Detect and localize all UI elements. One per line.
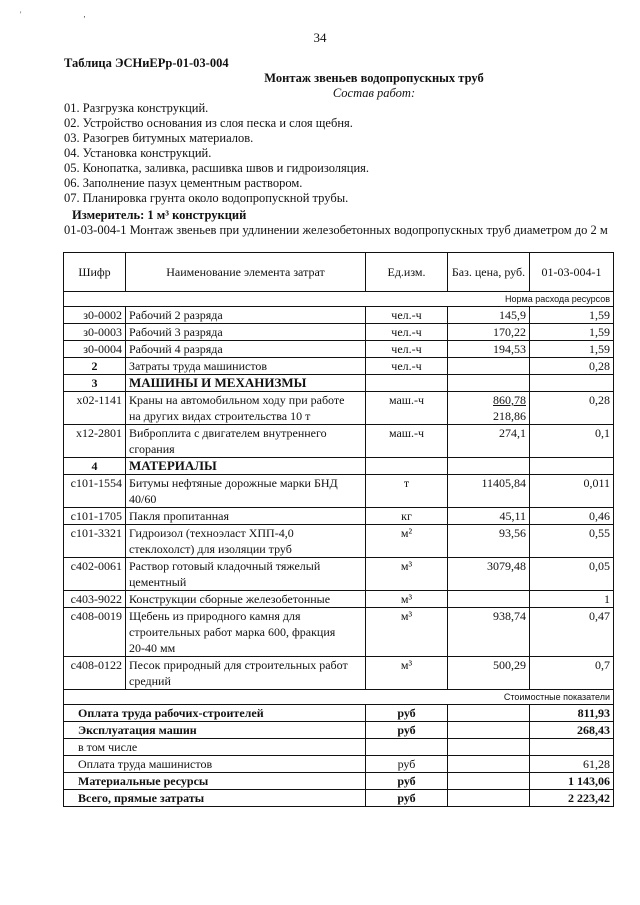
summary-label: в том числе bbox=[64, 739, 366, 756]
cell-norm: 0,46 bbox=[530, 508, 614, 525]
cell-unit: чел.-ч bbox=[366, 358, 448, 375]
cell-price: 500,29 bbox=[448, 657, 530, 690]
section-number: 4 bbox=[64, 458, 126, 475]
table-row bbox=[64, 591, 614, 608]
cell-code: с403-9022 bbox=[64, 591, 126, 608]
table-code: Таблица ЭСНиЕРр-01-03-004 bbox=[64, 56, 229, 70]
norm-banner: Норма расхода ресурсов bbox=[64, 292, 614, 307]
cell-code: с101-3321 bbox=[64, 525, 126, 558]
works-list bbox=[64, 101, 624, 206]
summary-label: Материальные ресурсы bbox=[64, 773, 366, 790]
summary-empty bbox=[448, 705, 530, 722]
cell-price: 11405,84 bbox=[448, 475, 530, 508]
work-item: 06. Заполнение пазух цементным раствором. bbox=[64, 176, 303, 190]
header-name: Наименование элемента затрат bbox=[126, 253, 366, 292]
table-row bbox=[64, 341, 614, 358]
cell-name bbox=[126, 657, 366, 690]
cell-price: 938,74 bbox=[448, 608, 530, 657]
table-row bbox=[64, 608, 614, 657]
section-row bbox=[64, 458, 614, 475]
cell-name-line: цементный bbox=[129, 575, 187, 589]
cell-price: 93,56 bbox=[448, 525, 530, 558]
cell-unit: м³ bbox=[366, 591, 448, 608]
cell-name: Затраты труда машинистов bbox=[126, 358, 366, 375]
cell-name: Рабочий 4 разряда bbox=[126, 341, 366, 358]
cell-unit: м³ bbox=[366, 608, 448, 657]
cell-unit: т bbox=[366, 475, 448, 508]
cell-price: 145,9 bbox=[448, 307, 530, 324]
cell-name-line: Щебень из природного камня для bbox=[129, 609, 301, 623]
cell-code: с408-0019 bbox=[64, 608, 126, 657]
summary-empty bbox=[448, 790, 530, 807]
section-number: 3 bbox=[64, 375, 126, 392]
cell-unit: маш.-ч bbox=[366, 425, 448, 458]
cell-name bbox=[126, 525, 366, 558]
header-norm: 01-03-004-1 bbox=[530, 253, 614, 292]
table-row bbox=[64, 358, 614, 375]
cell-unit: кг bbox=[366, 508, 448, 525]
cell-name bbox=[126, 475, 366, 508]
table-row bbox=[64, 392, 614, 425]
cell-name-line: Краны на автомобильном ходу при работе bbox=[129, 393, 345, 407]
summary-value bbox=[530, 739, 614, 756]
table-row bbox=[64, 324, 614, 341]
summary-label: Оплата труда рабочих-строителей bbox=[64, 705, 366, 722]
summary-label: Оплата труда машинистов bbox=[64, 756, 366, 773]
cell-code: с408-0122 bbox=[64, 657, 126, 690]
cell-code: с101-1554 bbox=[64, 475, 126, 508]
summary-label: Всего, прямые затраты bbox=[64, 790, 366, 807]
cell-code: 2 bbox=[64, 358, 126, 375]
summary-empty bbox=[448, 722, 530, 739]
cell-name-line: Виброплита с двигателем внутреннего bbox=[129, 426, 327, 440]
table-row bbox=[64, 657, 614, 690]
cell-name-line: 20-40 мм bbox=[129, 641, 176, 655]
section-row bbox=[64, 375, 614, 392]
work-item: 02. Устройство основания из слоя песка и слоя щебня. bbox=[64, 116, 353, 130]
cell-unit: м³ bbox=[366, 657, 448, 690]
summary-row bbox=[64, 739, 614, 756]
cell-norm: 1,59 bbox=[530, 341, 614, 358]
work-item: 01. Разгрузка конструкций. bbox=[64, 101, 209, 115]
summary-unit: руб bbox=[366, 773, 448, 790]
summary-row bbox=[64, 722, 614, 739]
cell-norm: 0,05 bbox=[530, 558, 614, 591]
cost-table bbox=[63, 252, 614, 807]
header-price: Баз. цена, руб. bbox=[448, 253, 530, 292]
summary-unit: руб bbox=[366, 790, 448, 807]
summary-label: Эксплуатация машин bbox=[64, 722, 366, 739]
works-heading: Состав работ: bbox=[332, 86, 416, 100]
summary-value: 1 143,06 bbox=[530, 773, 614, 790]
cell-name bbox=[126, 392, 366, 425]
work-item: 07. Планировка грунта около водопропускной трубы. bbox=[64, 191, 349, 205]
cell-name bbox=[126, 425, 366, 458]
cell-price: 170,22 bbox=[448, 324, 530, 341]
table-row bbox=[64, 558, 614, 591]
cell-unit: м³ bbox=[366, 558, 448, 591]
cell-name-line: строительных работ марка 600, фракция bbox=[129, 625, 336, 639]
page-number: 34 bbox=[313, 30, 327, 45]
summary-value: 61,28 bbox=[530, 756, 614, 773]
cell-price-line: 860,78 bbox=[493, 393, 526, 407]
cell-name-line: сгорания bbox=[129, 442, 175, 456]
summary-unit: руб bbox=[366, 705, 448, 722]
summary-empty bbox=[448, 756, 530, 773]
section-title: МАТЕРИАЛЫ bbox=[126, 458, 366, 475]
cell-price bbox=[448, 392, 530, 425]
table-header-row bbox=[64, 253, 614, 292]
cell-unit: чел.-ч bbox=[366, 341, 448, 358]
cell-unit: чел.-ч bbox=[366, 324, 448, 341]
meter: Измеритель: 1 м³ конструкций bbox=[72, 208, 247, 222]
header-code: Шифр bbox=[64, 253, 126, 292]
summary-value: 2 223,42 bbox=[530, 790, 614, 807]
summary-row bbox=[64, 790, 614, 807]
summary-row bbox=[64, 756, 614, 773]
cell-name-line: Песок природный для строительных работ bbox=[129, 658, 348, 672]
table-row bbox=[64, 425, 614, 458]
cell-norm: 0,55 bbox=[530, 525, 614, 558]
cell-code: х02-1141 bbox=[64, 392, 126, 425]
table-row bbox=[64, 475, 614, 508]
cell-name-line: на других видах строительства 10 т bbox=[129, 409, 311, 423]
cell-norm: 0,47 bbox=[530, 608, 614, 657]
cell-name: Конструкции сборные железобетонные bbox=[126, 591, 366, 608]
cell-code: з0-0004 bbox=[64, 341, 126, 358]
cell-unit: маш.-ч bbox=[366, 392, 448, 425]
cell-norm: 0,7 bbox=[530, 657, 614, 690]
cell-name: Рабочий 2 разряда bbox=[126, 307, 366, 324]
work-item: 03. Разогрев битумных материалов. bbox=[64, 131, 254, 145]
table-row bbox=[64, 508, 614, 525]
table-row bbox=[64, 307, 614, 324]
summary-value: 811,93 bbox=[530, 705, 614, 722]
summary-value: 268,43 bbox=[530, 722, 614, 739]
cell-norm: 0,28 bbox=[530, 392, 614, 425]
cell-unit: чел.-ч bbox=[366, 307, 448, 324]
cell-price bbox=[448, 591, 530, 608]
cell-name bbox=[126, 608, 366, 657]
item-description: 01-03-004-1 Монтаж звеньев при удлинении железобетонных водопропускных труб диаметром до 2 м bbox=[64, 223, 608, 237]
cell-norm: 0,1 bbox=[530, 425, 614, 458]
cell-price: 194,53 bbox=[448, 341, 530, 358]
summary-empty bbox=[448, 739, 530, 756]
table-heading bbox=[64, 56, 614, 101]
cell-code: з0-0003 bbox=[64, 324, 126, 341]
cell-price: 3079,48 bbox=[448, 558, 530, 591]
cost-banner: Стоимостные показатели bbox=[64, 690, 614, 705]
section-title: МАШИНЫ И МЕХАНИЗМЫ bbox=[126, 375, 366, 392]
table-row bbox=[64, 525, 614, 558]
cell-name: Пакля пропитанная bbox=[126, 508, 366, 525]
work-item: 05. Конопатка, заливка, расшивка швов и гидроизоляция. bbox=[64, 161, 370, 175]
cell-code: с101-1705 bbox=[64, 508, 126, 525]
summary-row bbox=[64, 705, 614, 722]
cell-name-line: Раствор готовый кладочный тяжелый bbox=[129, 559, 321, 573]
cell-code: з0-0002 bbox=[64, 307, 126, 324]
summary-unit bbox=[366, 739, 448, 756]
summary-row bbox=[64, 773, 614, 790]
cell-name: Рабочий 3 разряда bbox=[126, 324, 366, 341]
cell-name-line: Битумы нефтяные дорожные марки БНД bbox=[129, 476, 338, 490]
table-title: Монтаж звеньев водопропускных труб bbox=[264, 71, 484, 85]
cell-price-line: 218,86 bbox=[493, 409, 526, 423]
cell-norm: 0,011 bbox=[530, 475, 614, 508]
summary-empty bbox=[448, 773, 530, 790]
scan-specks: ' , bbox=[20, 10, 116, 19]
summary-unit: руб bbox=[366, 722, 448, 739]
cell-name-line: 40/60 bbox=[129, 492, 157, 506]
cell-unit: м² bbox=[366, 525, 448, 558]
cell-name-line: средний bbox=[129, 674, 171, 688]
summary-unit: руб bbox=[366, 756, 448, 773]
work-item: 04. Установка конструкций. bbox=[64, 146, 212, 160]
cell-price: 45,11 bbox=[448, 508, 530, 525]
cell-norm: 1 bbox=[530, 591, 614, 608]
cell-norm: 1,59 bbox=[530, 324, 614, 341]
cell-norm: 1,59 bbox=[530, 307, 614, 324]
cell-code: х12-2801 bbox=[64, 425, 126, 458]
cell-price: 274,1 bbox=[448, 425, 530, 458]
cell-norm: 0,28 bbox=[530, 358, 614, 375]
cell-name-line: стеклохолст) для изоляции труб bbox=[129, 542, 292, 556]
cell-name-line: Гидроизол (техноэласт ХПП-4,0 bbox=[129, 526, 294, 540]
header-unit: Ед.изм. bbox=[366, 253, 448, 292]
cell-name bbox=[126, 558, 366, 591]
cell-price bbox=[448, 358, 530, 375]
cell-code: с402-0061 bbox=[64, 558, 126, 591]
